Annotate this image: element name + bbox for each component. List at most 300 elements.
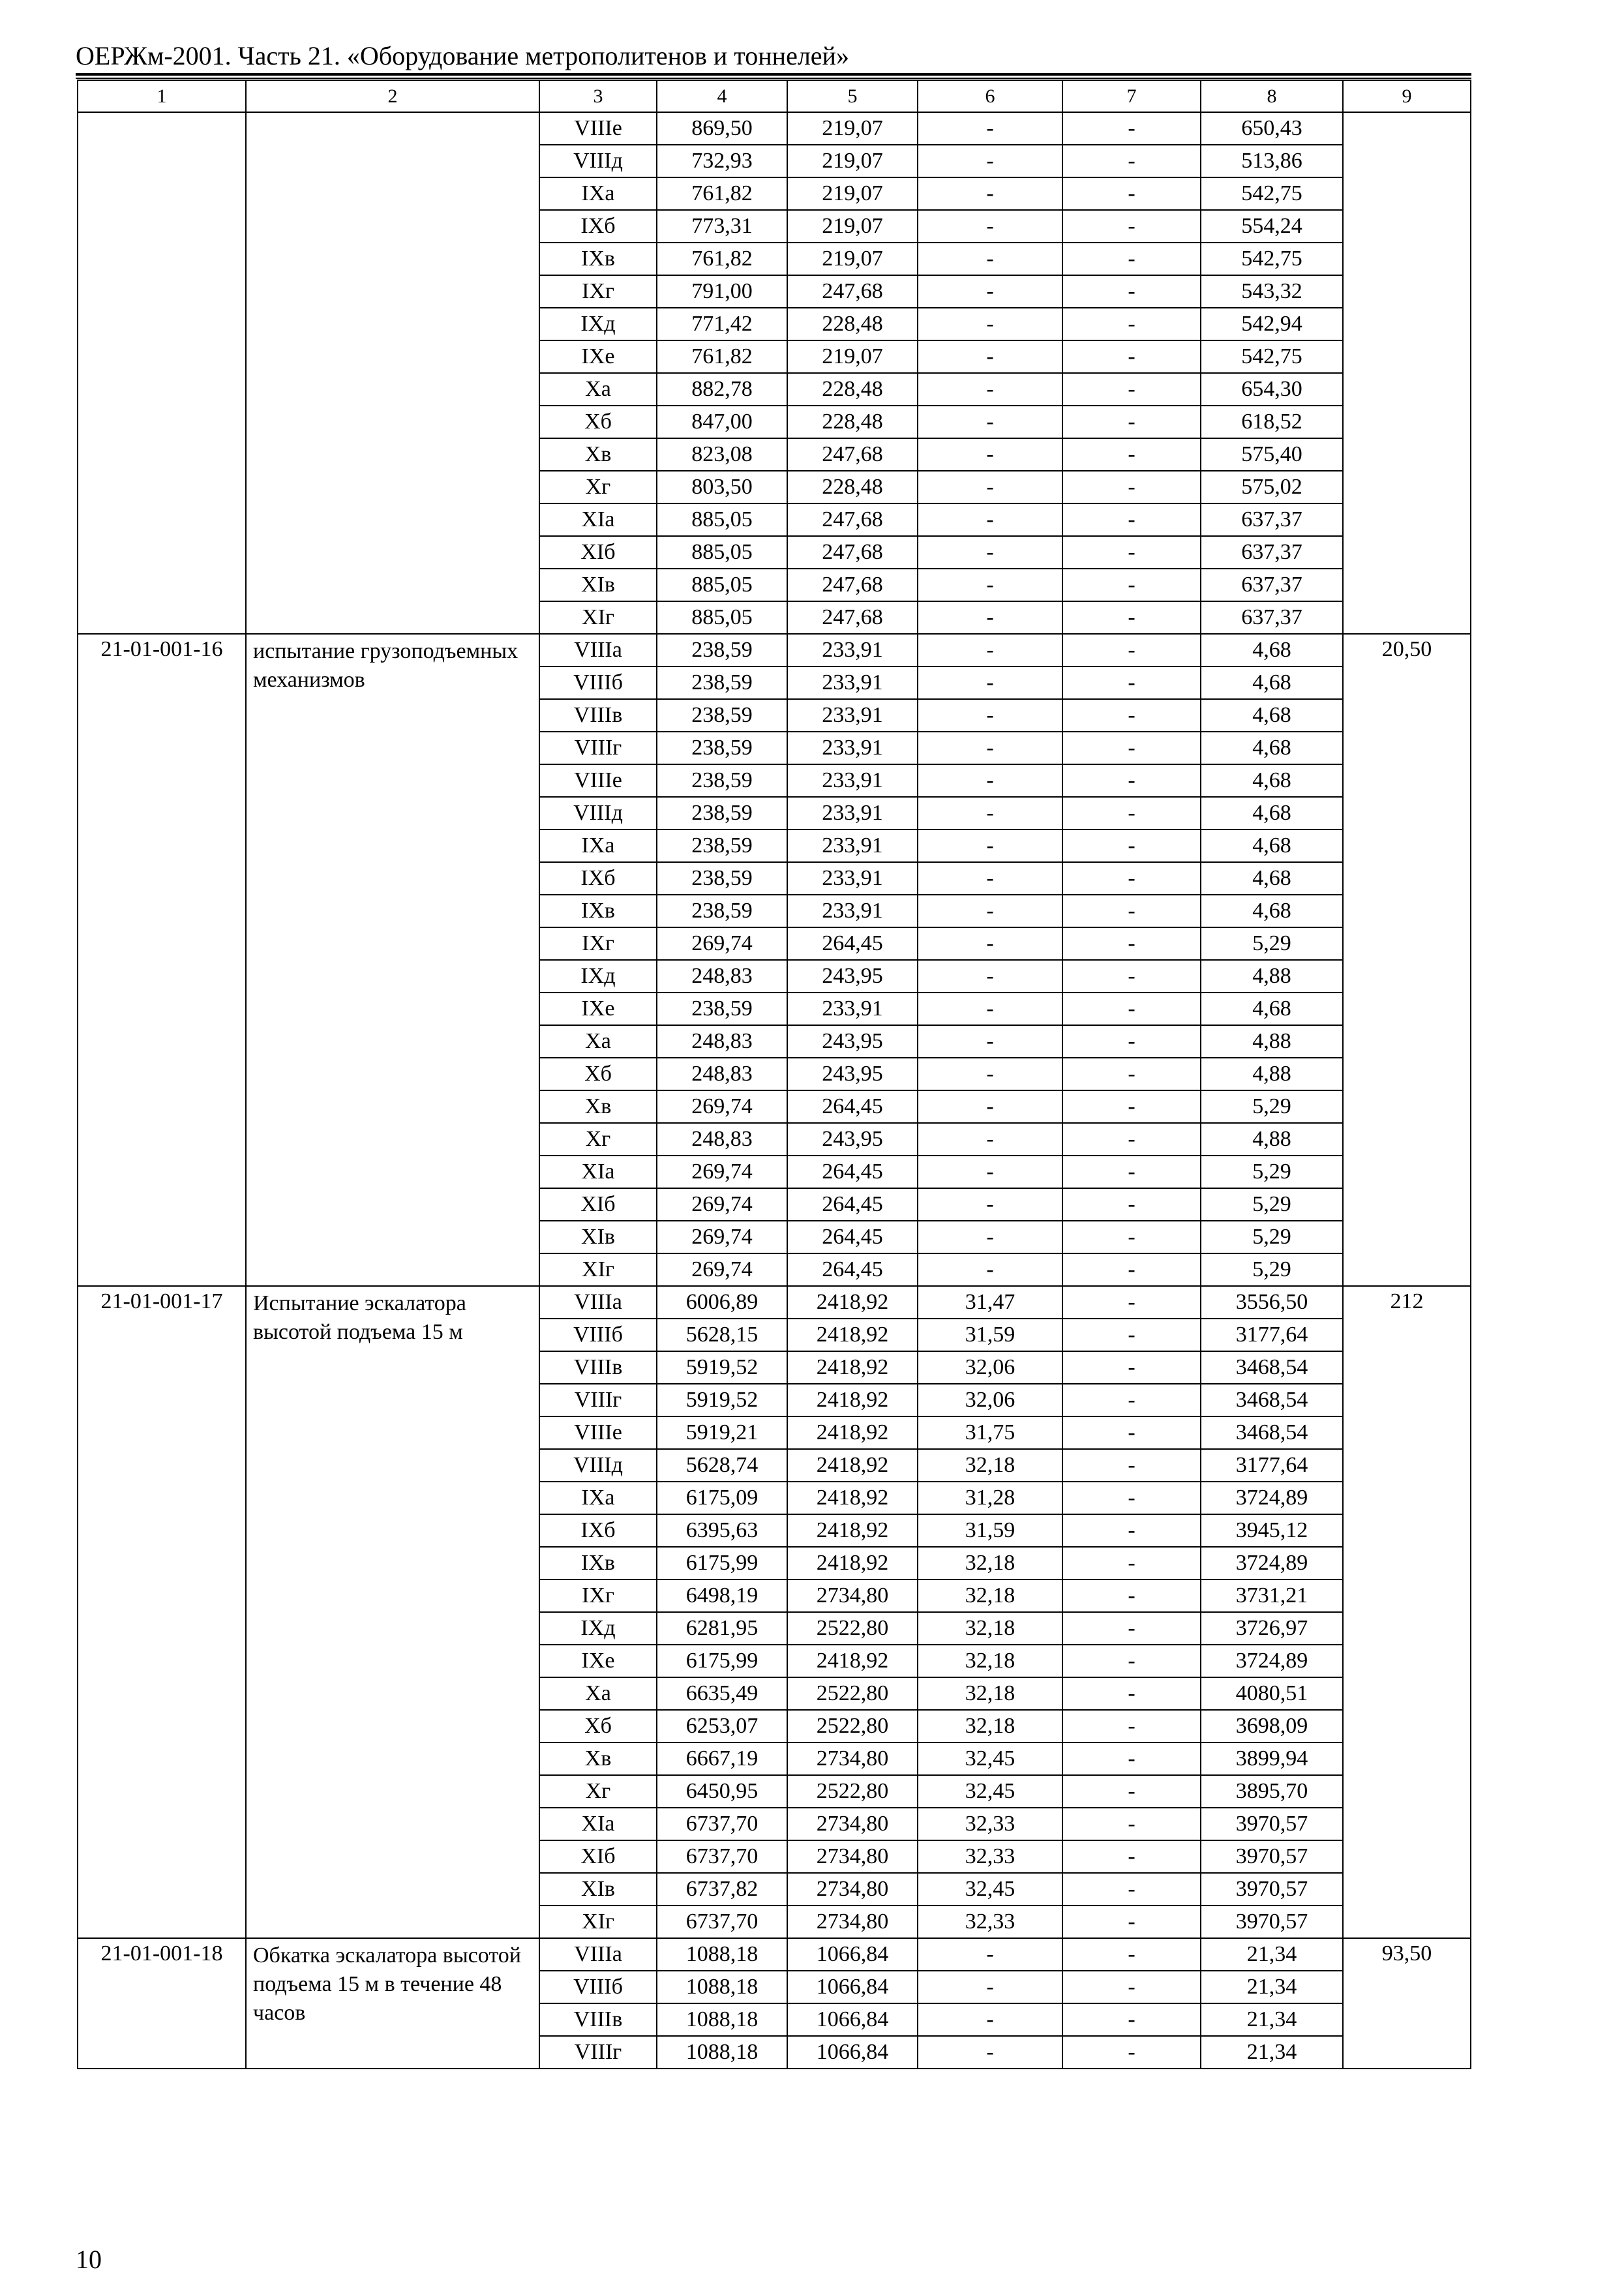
value-cell: 4,68 [1201,830,1343,862]
value-cell: 803,50 [657,471,787,503]
value-cell: 228,48 [787,471,918,503]
value-cell: 2522,80 [787,1775,918,1808]
value-cell: 219,07 [787,210,918,243]
value-cell: 3177,64 [1201,1319,1343,1351]
value-cell: 2522,80 [787,1612,918,1645]
value-cell: 264,45 [787,1253,918,1286]
value-cell: 575,02 [1201,471,1343,503]
zone-cell: XIв [539,1873,657,1906]
value-cell: 4,68 [1201,634,1343,666]
column-header: 8 [1201,80,1343,112]
value-cell: 219,07 [787,145,918,177]
value-cell: 4,88 [1201,960,1343,993]
value-cell: 32,18 [918,1579,1062,1612]
value-cell: - [1062,112,1201,145]
value-cell: - [1062,1938,1201,1971]
value-cell: 243,95 [787,1058,918,1090]
zone-cell: XIв [539,1221,657,1253]
value-cell: 32,45 [918,1743,1062,1775]
zone-cell: IXд [539,1612,657,1645]
value-cell: 247,68 [787,503,918,536]
zone-cell: VIIIе [539,764,657,797]
column-header: 9 [1343,80,1471,112]
value-cell: 233,91 [787,993,918,1025]
value-cell: 233,91 [787,666,918,699]
value-cell: 264,45 [787,1156,918,1188]
value-cell: - [918,634,1062,666]
rate-code-cell: 21-01-001-17 [78,1286,246,1938]
value-cell: - [1062,1775,1201,1808]
value-cell: 31,47 [918,1286,1062,1319]
value-cell: 3731,21 [1201,1579,1343,1612]
value-cell: 1088,18 [657,1938,787,1971]
value-cell: 2734,80 [787,1873,918,1906]
value-cell: - [1062,1514,1201,1547]
value-cell: 228,48 [787,406,918,438]
value-cell: 6737,70 [657,1840,787,1873]
value-cell: 3970,57 [1201,1906,1343,1938]
value-cell: 3970,57 [1201,1840,1343,1873]
value-cell: - [1062,1319,1201,1351]
zone-cell: VIIIв [539,2003,657,2036]
value-cell: - [1062,1710,1201,1743]
rates-table [77,80,1471,2069]
value-cell: 6175,09 [657,1482,787,1514]
value-cell: - [918,764,1062,797]
value-cell: - [1062,1384,1201,1416]
value-cell: 31,28 [918,1482,1062,1514]
value-cell: 21,34 [1201,2003,1343,2036]
value-cell: - [1062,1482,1201,1514]
value-cell: - [1062,1873,1201,1906]
value-cell: 247,68 [787,601,918,634]
zone-cell: VIIIв [539,1351,657,1384]
value-cell: 243,95 [787,1025,918,1058]
zone-cell: IXе [539,993,657,1025]
value-cell: - [1062,471,1201,503]
value-cell: - [918,536,1062,569]
value-cell: 32,18 [918,1645,1062,1677]
page-number: 10 [76,2245,102,2274]
rate-code-cell: 21-01-001-16 [78,634,246,1286]
value-cell: - [918,340,1062,373]
zone-cell: XIг [539,1253,657,1286]
value-cell: 264,45 [787,1188,918,1221]
zone-cell: VIIIа [539,634,657,666]
value-cell: 4,68 [1201,699,1343,732]
value-cell: 6498,19 [657,1579,787,1612]
zone-cell: IXа [539,1482,657,1514]
value-cell: 4,68 [1201,764,1343,797]
value-cell: 1066,84 [787,2003,918,2036]
zone-cell: IXе [539,1645,657,1677]
value-cell: 2522,80 [787,1710,918,1743]
value-cell: 238,59 [657,634,787,666]
zone-cell: VIIIа [539,1286,657,1319]
value-cell: - [1062,1677,1201,1710]
value-cell: 228,48 [787,308,918,340]
value-cell: 6737,70 [657,1808,787,1840]
zone-cell: XIа [539,503,657,536]
value-cell: - [1062,1156,1201,1188]
value-cell: 233,91 [787,699,918,732]
value-cell: 3724,89 [1201,1645,1343,1677]
value-cell: 2734,80 [787,1743,918,1775]
value-cell: 5,29 [1201,1221,1343,1253]
value-cell: 32,33 [918,1808,1062,1840]
labor-cost-cell [1343,112,1471,634]
zone-cell: Xа [539,1677,657,1710]
value-cell: 247,68 [787,569,918,601]
rate-code-cell [78,112,246,634]
value-cell: 5,29 [1201,927,1343,960]
value-cell: 791,00 [657,275,787,308]
value-cell: 5,29 [1201,1090,1343,1123]
value-cell: 4,68 [1201,732,1343,764]
value-cell: 238,59 [657,895,787,927]
value-cell: - [1062,1123,1201,1156]
value-cell: - [918,177,1062,210]
value-cell: 238,59 [657,830,787,862]
value-cell: 2418,92 [787,1416,918,1449]
value-cell: - [918,1971,1062,2003]
value-cell: 6395,63 [657,1514,787,1547]
value-cell: - [918,2036,1062,2069]
value-cell: 228,48 [787,373,918,406]
value-cell: 247,68 [787,275,918,308]
labor-cost-cell: 212 [1343,1286,1471,1938]
value-cell: - [1062,1612,1201,1645]
value-cell: - [918,927,1062,960]
value-cell: 21,34 [1201,1938,1343,1971]
value-cell: 32,33 [918,1906,1062,1938]
value-cell: 761,82 [657,340,787,373]
work-name-cell: испытание грузоподъемных механизмов [246,634,539,1286]
value-cell: 238,59 [657,797,787,830]
value-cell: 637,37 [1201,536,1343,569]
value-cell: 885,05 [657,536,787,569]
zone-cell: Xв [539,1090,657,1123]
zone-cell: VIIIб [539,666,657,699]
value-cell: - [1062,1645,1201,1677]
value-cell: - [1062,1253,1201,1286]
value-cell: - [1062,177,1201,210]
value-cell: 5919,52 [657,1351,787,1384]
value-cell: 6006,89 [657,1286,787,1319]
value-cell: 542,75 [1201,177,1343,210]
value-cell: 21,34 [1201,1971,1343,2003]
value-cell: - [918,438,1062,471]
zone-cell: VIIIг [539,732,657,764]
value-cell: - [1062,569,1201,601]
column-number-row [78,80,1471,112]
zone-cell: Xб [539,1058,657,1090]
value-cell: 269,74 [657,1188,787,1221]
zone-cell: Xа [539,1025,657,1058]
value-cell: - [1062,2036,1201,2069]
value-cell: 32,18 [918,1612,1062,1645]
value-cell: - [1062,243,1201,275]
value-cell: 823,08 [657,438,787,471]
value-cell: 761,82 [657,177,787,210]
value-cell: - [1062,1547,1201,1579]
value-cell: - [1062,1286,1201,1319]
value-cell: 4,68 [1201,993,1343,1025]
value-cell: - [1062,503,1201,536]
value-cell: - [1062,1058,1201,1090]
value-cell: - [918,569,1062,601]
zone-cell: Xв [539,438,657,471]
value-cell: 219,07 [787,340,918,373]
value-cell: 6737,82 [657,1873,787,1906]
value-cell: - [1062,830,1201,862]
value-cell: - [918,993,1062,1025]
value-cell: - [918,895,1062,927]
value-cell: - [1062,1906,1201,1938]
value-cell: 773,31 [657,210,787,243]
value-cell: 4,68 [1201,797,1343,830]
value-cell: 2418,92 [787,1384,918,1416]
value-cell: 233,91 [787,764,918,797]
value-cell: - [918,830,1062,862]
value-cell: 32,06 [918,1384,1062,1416]
labor-cost-cell: 93,50 [1343,1938,1471,2069]
column-header: 3 [539,80,657,112]
value-cell: - [918,1025,1062,1058]
table-body [78,112,1471,2069]
value-cell: 3177,64 [1201,1449,1343,1482]
header-rule [76,73,1471,76]
value-cell: 1088,18 [657,2036,787,2069]
value-cell: 637,37 [1201,503,1343,536]
value-cell: 5,29 [1201,1253,1343,1286]
zone-cell: VIIIб [539,1319,657,1351]
zone-cell: XIг [539,1906,657,1938]
labor-cost-cell: 20,50 [1343,634,1471,1286]
value-cell: 1066,84 [787,1938,918,1971]
column-header: 5 [787,80,918,112]
value-cell: 2522,80 [787,1677,918,1710]
value-cell: 238,59 [657,862,787,895]
value-cell: 761,82 [657,243,787,275]
value-cell: - [918,210,1062,243]
value-cell: 233,91 [787,895,918,927]
value-cell: 5628,74 [657,1449,787,1482]
value-cell: 269,74 [657,1221,787,1253]
value-cell: 4,88 [1201,1025,1343,1058]
zone-cell: IXд [539,960,657,993]
zone-cell: Xа [539,373,657,406]
zone-cell: IXг [539,275,657,308]
value-cell: 21,34 [1201,2036,1343,2069]
table-row [78,634,1471,666]
zone-cell: XIг [539,601,657,634]
value-cell: 233,91 [787,862,918,895]
value-cell: 2418,92 [787,1351,918,1384]
zone-cell: Xг [539,471,657,503]
value-cell: - [918,243,1062,275]
work-name-cell [246,112,539,634]
zone-cell: Xв [539,1743,657,1775]
column-header: 2 [246,80,539,112]
value-cell: 3724,89 [1201,1547,1343,1579]
zone-cell: IXб [539,1514,657,1547]
value-cell: 248,83 [657,960,787,993]
zone-cell: XIб [539,536,657,569]
zone-cell: VIIIа [539,1938,657,1971]
header-rule-thin [76,78,1471,79]
value-cell: - [1062,438,1201,471]
value-cell: 3899,94 [1201,1743,1343,1775]
value-cell: - [918,1156,1062,1188]
value-cell: - [1062,210,1201,243]
value-cell: 238,59 [657,732,787,764]
value-cell: 650,43 [1201,112,1343,145]
value-cell: 1088,18 [657,2003,787,2036]
zone-cell: Xб [539,1710,657,1743]
value-cell: 885,05 [657,569,787,601]
value-cell: 543,32 [1201,275,1343,308]
value-cell: 6667,19 [657,1743,787,1775]
value-cell: - [1062,340,1201,373]
value-cell: - [918,960,1062,993]
value-cell: - [918,601,1062,634]
value-cell: 5,29 [1201,1188,1343,1221]
zone-cell: IXв [539,1547,657,1579]
value-cell: - [1062,699,1201,732]
value-cell: - [918,145,1062,177]
value-cell: - [1062,373,1201,406]
value-cell: 5628,15 [657,1319,787,1351]
document-header: ОЕРЖм-2001. Часть 21. «Оборудование метрополитенов и тоннелей» [76,41,849,70]
value-cell: 248,83 [657,1058,787,1090]
value-cell: - [918,308,1062,340]
zone-cell: VIIIе [539,1416,657,1449]
value-cell: - [1062,993,1201,1025]
zone-cell: XIа [539,1156,657,1188]
zone-cell: Xг [539,1775,657,1808]
value-cell: 269,74 [657,927,787,960]
value-cell: - [1062,960,1201,993]
value-cell: 542,75 [1201,340,1343,373]
value-cell: - [918,862,1062,895]
zone-cell: IXб [539,862,657,895]
value-cell: - [918,797,1062,830]
value-cell: 542,75 [1201,243,1343,275]
value-cell: 2734,80 [787,1840,918,1873]
value-cell: 4,68 [1201,895,1343,927]
table-row [78,1286,1471,1319]
value-cell: 264,45 [787,1221,918,1253]
value-cell: 2734,80 [787,1808,918,1840]
value-cell: 269,74 [657,1090,787,1123]
value-cell: - [1062,1808,1201,1840]
value-cell: 2418,92 [787,1449,918,1482]
value-cell: 2418,92 [787,1645,918,1677]
value-cell: - [1062,2003,1201,2036]
value-cell: 31,59 [918,1319,1062,1351]
zone-cell: IXе [539,340,657,373]
value-cell: 4,68 [1201,666,1343,699]
value-cell: 618,52 [1201,406,1343,438]
value-cell: - [918,406,1062,438]
zone-cell: IXв [539,243,657,275]
value-cell: 238,59 [657,764,787,797]
value-cell: 847,00 [657,406,787,438]
value-cell: 32,06 [918,1351,1062,1384]
value-cell: 32,45 [918,1775,1062,1808]
rate-code-cell: 21-01-001-18 [78,1938,246,2069]
zone-cell: VIIIв [539,699,657,732]
value-cell: - [1062,406,1201,438]
value-cell: - [918,2003,1062,2036]
value-cell: 2734,80 [787,1579,918,1612]
value-cell: 3726,97 [1201,1612,1343,1645]
value-cell: - [1062,1743,1201,1775]
value-cell: - [1062,145,1201,177]
value-cell: 233,91 [787,634,918,666]
value-cell: - [1062,1090,1201,1123]
value-cell: 219,07 [787,177,918,210]
value-cell: - [1062,275,1201,308]
value-cell: 32,33 [918,1840,1062,1873]
value-cell: 2418,92 [787,1547,918,1579]
value-cell: 1088,18 [657,1971,787,2003]
value-cell: - [918,699,1062,732]
value-cell: 269,74 [657,1156,787,1188]
zone-cell: Xб [539,406,657,438]
column-header: 4 [657,80,787,112]
value-cell: 732,93 [657,145,787,177]
value-cell: - [918,1221,1062,1253]
value-cell: 269,74 [657,1253,787,1286]
value-cell: - [918,275,1062,308]
zone-cell: VIIIд [539,145,657,177]
value-cell: - [1062,927,1201,960]
value-cell: 6281,95 [657,1612,787,1645]
value-cell: 3468,54 [1201,1416,1343,1449]
value-cell: 32,45 [918,1873,1062,1906]
value-cell: 264,45 [787,1090,918,1123]
zone-cell: XIб [539,1188,657,1221]
value-cell: 247,68 [787,438,918,471]
value-cell: 6175,99 [657,1547,787,1579]
value-cell: 248,83 [657,1123,787,1156]
value-cell: - [1062,1351,1201,1384]
value-cell: - [1062,895,1201,927]
value-cell: - [918,373,1062,406]
value-cell: - [918,112,1062,145]
value-cell: - [1062,862,1201,895]
zone-cell: VIIIд [539,797,657,830]
value-cell: 3556,50 [1201,1286,1343,1319]
value-cell: - [1062,1579,1201,1612]
value-cell: 3970,57 [1201,1873,1343,1906]
zone-cell: XIа [539,1808,657,1840]
value-cell: 6450,95 [657,1775,787,1808]
value-cell: - [1062,797,1201,830]
value-cell: 32,18 [918,1677,1062,1710]
zone-cell: IXг [539,1579,657,1612]
column-header: 6 [918,80,1062,112]
value-cell: 2418,92 [787,1286,918,1319]
value-cell: 238,59 [657,993,787,1025]
value-cell: 5919,21 [657,1416,787,1449]
value-cell: - [918,666,1062,699]
zone-cell: XIв [539,569,657,601]
value-cell: - [1062,1449,1201,1482]
value-cell: 248,83 [657,1025,787,1058]
